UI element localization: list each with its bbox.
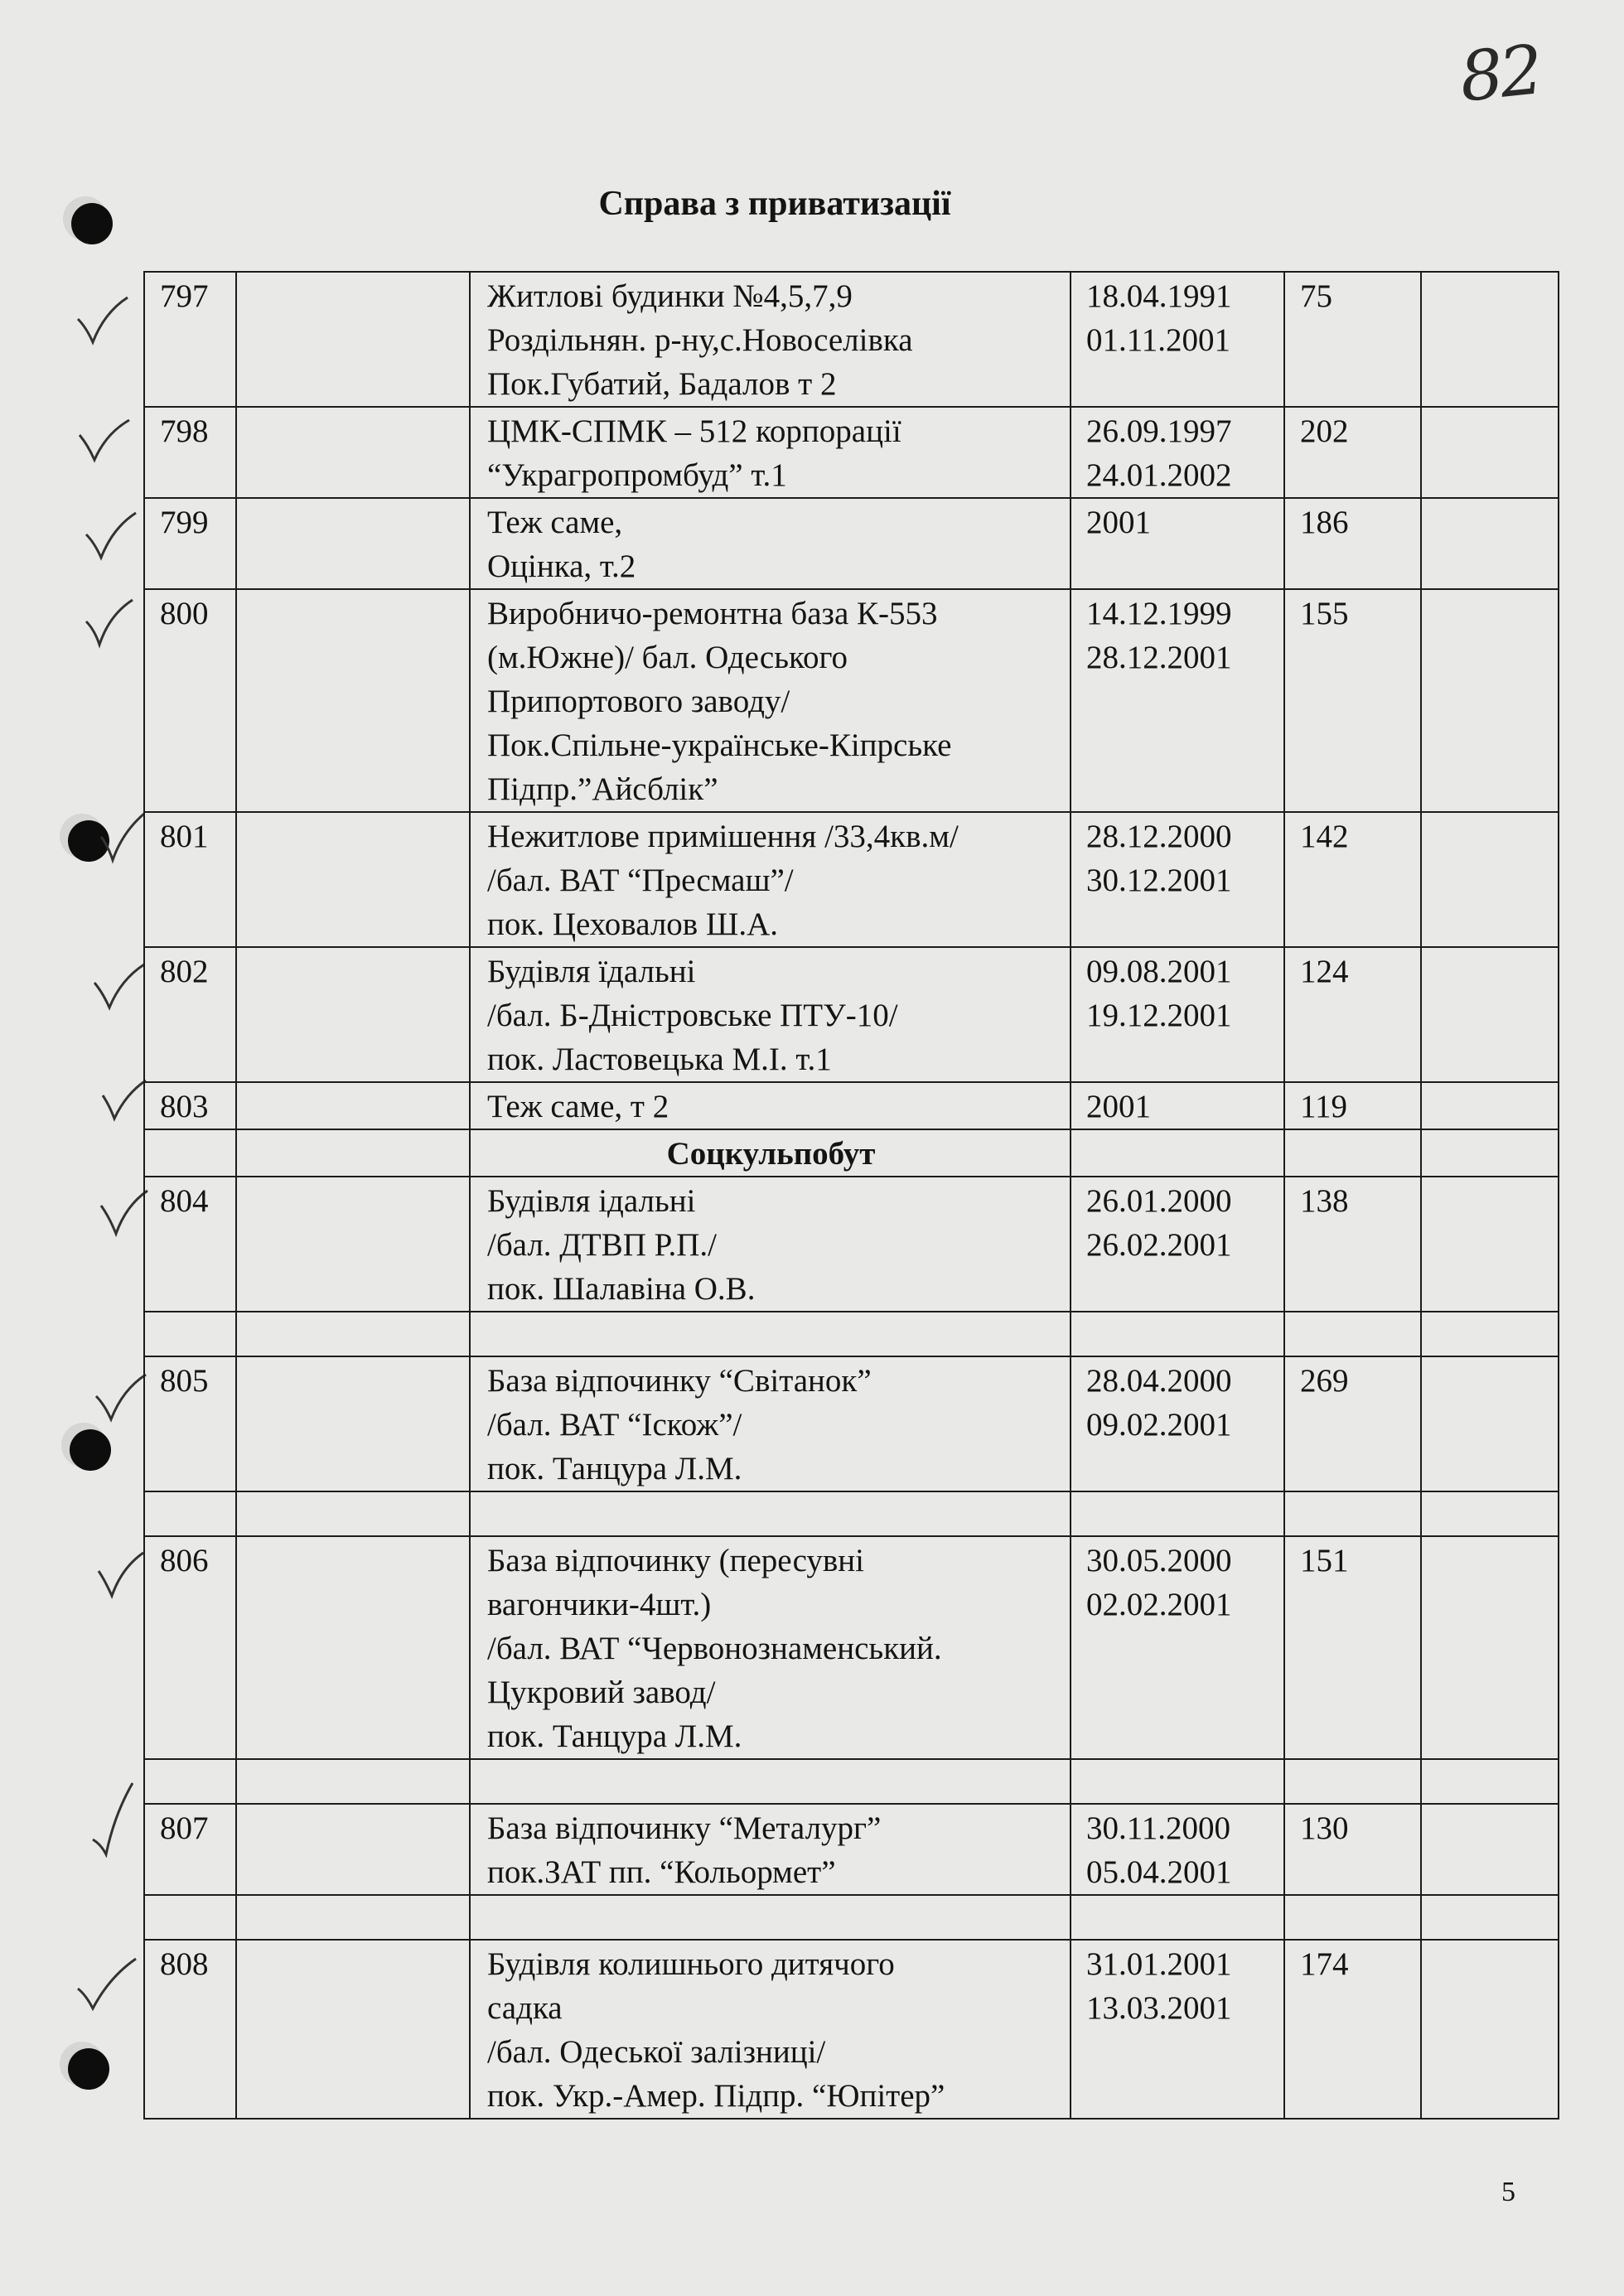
page-number: 5 [1501,2177,1515,2207]
cell-line: 30.11.2000 [1086,1810,1231,1846]
cell-line: 31.01.2001 [1086,1946,1232,1982]
blank-cell [1421,1759,1559,1804]
punch-hole-3 [70,1429,111,1471]
checkmark-icon [75,294,133,352]
cell-line: пок.ЗАТ пп. “Кольормет” [487,1854,836,1890]
blank-cell [470,1491,1071,1536]
case-number-cell: 807 [144,1804,236,1895]
case-number-cell: 806 [144,1536,236,1759]
cell-line: 26.02.2001 [1086,1227,1232,1263]
blank-cell [236,498,470,589]
case-number-cell: 802 [144,947,236,1082]
case-number-cell: 797 [144,272,236,407]
checkmark-icon [76,1955,134,2013]
case-title-cell [470,498,1071,589]
cell-line: 13.03.2001 [1086,1990,1232,2026]
case-number-cell: 800 [144,589,236,812]
blank-cell [1284,1312,1421,1356]
cell-line: садка [487,1990,563,2026]
date-range-cell [1071,1177,1284,1312]
date-range-cell [1071,1940,1284,2119]
cell-line: Нежитлове примішення /33,4кв.м/ [487,819,959,854]
cell-line: “Украгропромбуд” т.1 [487,457,787,493]
notes-cell [1421,1940,1559,2119]
blank-cell [236,1129,470,1177]
notes-cell [1421,1177,1559,1312]
cell-line: /бал. Одеської залізниці/ [487,2034,826,2070]
blank-cell [1284,1759,1421,1804]
cell-line: 26.09.1997 [1086,413,1232,449]
blank-cell [1284,1129,1421,1177]
empty-row [144,1491,1559,1536]
case-number-cell: 805 [144,1356,236,1491]
case-number-cell: 803 [144,1082,236,1129]
date-range-cell [1071,1804,1284,1895]
cell-line: /бал. Б-Дністровське ПТУ-10/ [487,998,898,1033]
table-row [144,407,1559,498]
cell-line: 19.12.2001 [1086,998,1232,1033]
cell-line: Оцінка, т.2 [487,549,636,584]
cell-line: 26.01.2000 [1086,1183,1232,1219]
case-title-cell [470,1356,1071,1491]
blank-cell [236,1895,470,1940]
cell-line: 24.01.2002 [1086,457,1232,493]
table-row [144,1536,1559,1759]
empty-row [144,1312,1559,1356]
section-title-cell: Соцкульпобут [470,1129,1071,1177]
cell-line: Будівля колишнього дитячого [487,1946,895,1982]
date-range-cell [1071,1082,1284,1129]
cell-line: 30.05.2000 [1086,1543,1232,1578]
cell-line: 14.12.1999 [1086,596,1232,631]
blank-cell [470,1312,1071,1356]
blank-cell [236,1356,470,1491]
cell-line: пок. Укр.-Амер. Підпр. “Юпітер” [487,2078,945,2114]
sheet-count-cell: 269 [1284,1356,1421,1491]
date-range-cell [1071,407,1284,498]
sheet-count-cell: 75 [1284,272,1421,407]
cell-line: вагончики-4шт.) [487,1587,712,1622]
table-row [144,272,1559,407]
blank-cell [1071,1759,1284,1804]
blank-cell [236,589,470,812]
blank-cell [236,1082,470,1129]
cell-line: 09.08.2001 [1086,954,1232,989]
date-range-cell [1071,589,1284,812]
cell-line: пок. Танцура Л.М. [487,1718,742,1754]
blank-cell [1284,1895,1421,1940]
checkmark-icon [83,510,141,568]
sheet-count-cell: 202 [1284,407,1421,498]
handwritten-page-number: 82 [1456,31,1544,118]
cell-line: Будівля їдальні [487,954,696,989]
notes-cell [1421,947,1559,1082]
cell-line: ЦМК-СПМК – 512 корпорації [487,413,901,449]
case-title-cell [470,812,1071,947]
notes-cell [1421,812,1559,947]
sheet-count-cell: 142 [1284,812,1421,947]
sheet-count-cell: 119 [1284,1082,1421,1129]
case-title-cell [470,1804,1071,1895]
blank-cell [1421,1491,1559,1536]
empty-row [144,1895,1559,1940]
blank-cell [1071,1129,1284,1177]
cell-line: пок. Ластовецька М.І. т.1 [487,1042,832,1077]
cell-line: Житлові будинки №4,5,7,9 [487,278,853,314]
cell-line: Будівля ідальні [487,1183,696,1219]
case-title-cell [470,407,1071,498]
cell-line: Пок.Спільне-українське-Кіпрське [487,727,952,763]
checkmark-icon [83,597,141,655]
cell-line: Підпр.”Айсблік” [487,771,718,807]
date-range-cell [1071,947,1284,1082]
blank-cell [236,1312,470,1356]
cell-line: 28.04.2000 [1086,1363,1232,1399]
table-row [144,1356,1559,1491]
cell-line: 28.12.2000 [1086,819,1232,854]
case-number-cell: 798 [144,407,236,498]
cell-line: /бал. ВАТ “Червонознаменський. [487,1631,942,1666]
privatization-registry-table [143,271,1559,2120]
case-number-cell: 799 [144,498,236,589]
blank-cell [236,1804,470,1895]
cell-line: /бал. ВАТ “Іскож”/ [487,1407,742,1443]
cell-line: 28.12.2001 [1086,640,1232,675]
cell-line: Теж саме, т 2 [487,1089,669,1124]
cell-line: База відпочинку “Світанок” [487,1363,872,1399]
case-title-cell [470,947,1071,1082]
cell-line: пок. Шалавіна О.В. [487,1271,756,1307]
table-row [144,1940,1559,2119]
table-row [144,947,1559,1082]
date-range-cell [1071,1356,1284,1491]
cell-line: Припортового заводу/ [487,684,790,719]
table-row [144,1804,1559,1895]
blank-cell [1071,1491,1284,1536]
blank-cell [236,1940,470,2119]
cell-line: 18.04.1991 [1086,278,1232,314]
cell-line: 2001 [1086,1089,1151,1124]
blank-cell [236,1491,470,1536]
sheet-count-cell: 186 [1284,498,1421,589]
cell-line: Пок.Губатий, Бадалов т 2 [487,366,837,402]
date-range-cell [1071,1536,1284,1759]
blank-cell [1284,1491,1421,1536]
section-header-row [144,1129,1559,1177]
notes-cell [1421,589,1559,812]
notes-cell [1421,1804,1559,1895]
case-title-cell [470,1940,1071,2119]
cell-line: 02.02.2001 [1086,1587,1232,1622]
blank-cell [144,1129,236,1177]
blank-cell [1421,1895,1559,1940]
notes-cell [1421,1356,1559,1491]
notes-cell [1421,1082,1559,1129]
case-number-cell: 801 [144,812,236,947]
cell-line: База відпочинку (пересувні [487,1543,864,1578]
sheet-count-cell: 138 [1284,1177,1421,1312]
punch-hole-4 [68,2048,109,2090]
case-title-cell [470,272,1071,407]
table-row [144,1177,1559,1312]
blank-cell [1071,1895,1284,1940]
blank-cell [470,1895,1071,1940]
notes-cell [1421,407,1559,498]
case-number-cell: 808 [144,1940,236,2119]
cell-line: 2001 [1086,505,1151,540]
table-row [144,1082,1559,1129]
checkmark-icon [91,961,149,1019]
blank-cell [1421,1129,1559,1177]
cell-line: /бал. ДТВП Р.П./ [487,1227,717,1263]
sheet-count-cell: 130 [1284,1804,1421,1895]
checkmark-icon [76,418,134,476]
notes-cell [1421,1536,1559,1759]
cell-line: (м.Южне)/ бал. Одеського [487,640,848,675]
document-title: Справа з приватизації [598,185,951,223]
blank-cell [236,1177,470,1312]
cell-line: Теж саме, [487,505,623,540]
checkmark-icon [93,1371,151,1429]
sheet-count-cell: 155 [1284,589,1421,812]
blank-cell [1071,1312,1284,1356]
case-title-cell [470,1082,1071,1129]
case-title-cell [470,589,1071,812]
blank-cell [144,1759,236,1804]
cell-line: База відпочинку “Металург” [487,1810,882,1846]
blank-cell [144,1895,236,1940]
blank-cell [236,1759,470,1804]
cell-line: /бал. ВАТ “Пресмаш”/ [487,863,794,898]
empty-row [144,1759,1559,1804]
notes-cell [1421,498,1559,589]
blank-cell [236,272,470,407]
case-number-cell: 804 [144,1177,236,1312]
blank-cell [236,407,470,498]
notes-cell [1421,272,1559,407]
blank-cell [236,812,470,947]
case-title-cell [470,1536,1071,1759]
blank-cell [236,947,470,1082]
cell-line: пок. Цеховалов Ш.А. [487,906,778,942]
cell-line: 09.02.2001 [1086,1407,1232,1443]
cell-line: 30.12.2001 [1086,863,1232,898]
punch-hole-1 [71,203,113,244]
blank-cell [144,1491,236,1536]
cell-line: 05.04.2001 [1086,1854,1232,1890]
cell-line: Цукровий завод/ [487,1675,716,1710]
blank-cell [1421,1312,1559,1356]
table-row [144,589,1559,812]
checkmark-icon [89,1790,147,1848]
cell-line: 01.11.2001 [1086,322,1231,358]
table-row [144,498,1559,589]
table-row [144,812,1559,947]
date-range-cell [1071,272,1284,407]
blank-cell [236,1536,470,1759]
sheet-count-cell: 174 [1284,1940,1421,2119]
blank-cell [144,1312,236,1356]
sheet-count-cell: 151 [1284,1536,1421,1759]
cell-line: Виробничо-ремонтна база К-553 [487,596,938,631]
cell-line: пок. Танцура Л.М. [487,1451,742,1486]
date-range-cell [1071,498,1284,589]
blank-cell [470,1759,1071,1804]
date-range-cell [1071,812,1284,947]
cell-line: Роздільнян. р-ну,с.Новоселівка [487,322,913,358]
sheet-count-cell: 124 [1284,947,1421,1082]
case-title-cell [470,1177,1071,1312]
